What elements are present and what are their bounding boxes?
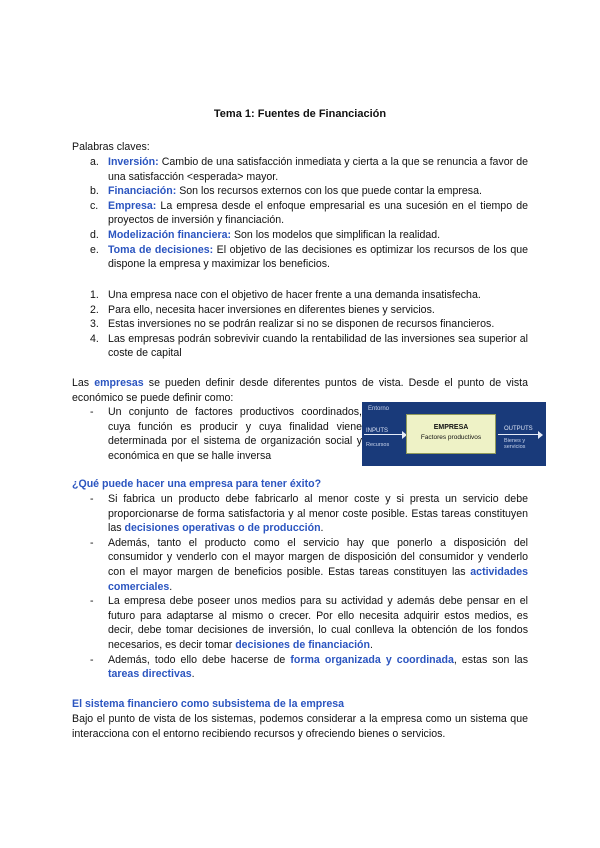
page-title: Tema 1: Fuentes de Financiación <box>213 108 387 120</box>
list-item: 1. Una empresa nace con el objetivo de hacer frente a una demanda insatisfecha. <box>90 289 481 301</box>
list-item: c. Empresa: La empresa desde el enfoque empresarial es una sucesión en el tiempo de proyectos de inversión y financiación. <box>90 199 528 227</box>
empresa-box <box>406 414 496 454</box>
keyword-term: Inversión: <box>108 156 159 168</box>
factores-label: Factores productivos <box>420 434 482 441</box>
highlight-term: forma organizada y coordinada <box>290 653 454 666</box>
empresas-term: empresas <box>94 377 144 389</box>
list-item: 3. Estas inversiones no se podrán realizar si no se disponen de recursos financieros. <box>90 318 495 331</box>
bienes-label: Bienes y servicios <box>504 438 526 450</box>
list-item: - Un conjunto de factores productivos coordinados, cuya función es producir y cuya finalidad viene determinada por el sistema de organización social y económica en que se halle inversa <box>90 406 362 462</box>
list-item: - Además, todo ello debe hacerse de forma organizada y coordinada, estas son las tareas directivas. <box>90 653 528 681</box>
highlight-term: tareas directivas <box>108 668 192 681</box>
keywords-list <box>90 155 528 272</box>
keywords-heading: Palabras claves: <box>72 141 150 153</box>
inputs-label: INPUTS <box>366 428 389 434</box>
list-item: d. Modelización financiera: Son los modelos que simplifican la realidad. <box>90 228 441 241</box>
numbered-list <box>90 288 528 361</box>
list-item: 2. Para ello, necesita hacer inversiones en diferentes bienes y servicios. <box>90 303 435 316</box>
list-item: - Además, tanto el producto como el servicio hay que ponerlo a disposición del consumidor y venderlo con el mayor margen de disposición del consumidor y venderlo con el mayor margen de beneficios posible. Estas tareas constituyen las actividades comerciales. <box>90 536 528 593</box>
section-paragraph: Bajo el punto de vista de los sistemas, podemos considerar a la empresa como un sistema que interacciona con el entorno recibiendo recursos y ofreciendo bienes o servicios. <box>72 713 528 740</box>
empresa-system-diagram <box>362 402 546 466</box>
list-item: - Si fabrica un producto debe fabricarlo al menor coste y si presta un servicio debe proporcionarse de forma satisfactoria y al menor coste posible. Estas tareas constituyen las decisiones operativas o de producción. <box>90 493 528 535</box>
keyword-term: Financiación: <box>108 185 177 198</box>
highlight-term: decisiones de financiación <box>235 638 371 651</box>
section-heading: El sistema financiero como subsistema de la empresa <box>72 698 345 710</box>
list-item: 4. Las empresas podrán sobrevivir cuando la rentabilidad de las inversiones sea superior al coste de capital <box>90 332 528 360</box>
list-item: b. Financiación: Son los recursos externos con los que puede contar la empresa. <box>90 185 482 198</box>
keyword-term: Modelización financiera: <box>108 228 232 241</box>
highlight-term: decisiones operativas o de producción <box>124 522 321 535</box>
list-item: a. Inversión: Cambio de una satisfacción inmediata y cierta a la que se renuncia a favor de una satisfacción <esperada> mayor. <box>90 156 528 183</box>
outputs-label: OUTPUTS <box>504 426 533 432</box>
list-item: e. Toma de decisiones: El objetivo de las decisiones es optimizar los recursos de los que dispone la empresa y maximizar los beneficios. <box>90 243 528 271</box>
highlight-term: actividades comerciales <box>108 565 528 593</box>
entorno-label: Entorno <box>368 406 390 412</box>
question-heading: ¿Qué puede hacer una empresa para tener éxito? <box>72 478 322 490</box>
definition-list <box>72 405 362 463</box>
recursos-label: Recursos <box>366 442 390 448</box>
list-item: - La empresa debe poseer unos medios para su actividad y además debe pensar en el futuro para adaptarse al mismo o crecer. Por ello necesita adquirir estos medios, es decir, debe tomar decisiones de inversión, lo cual conlleva la obtención de los fondos necesarios, es decir tomar decisiones de financiación. <box>90 595 528 651</box>
empresas-paragraph: Las empresas se pueden definir desde diferentes puntos de vista. Desde el punto de vista económico se puede definir como: <box>72 377 528 404</box>
keyword-term: Toma de decisiones: <box>108 243 214 256</box>
question-list <box>72 492 528 682</box>
output-arrow <box>498 434 540 435</box>
empresa-label: EMPRESA <box>433 424 469 431</box>
keyword-term: Empresa: <box>108 199 157 212</box>
